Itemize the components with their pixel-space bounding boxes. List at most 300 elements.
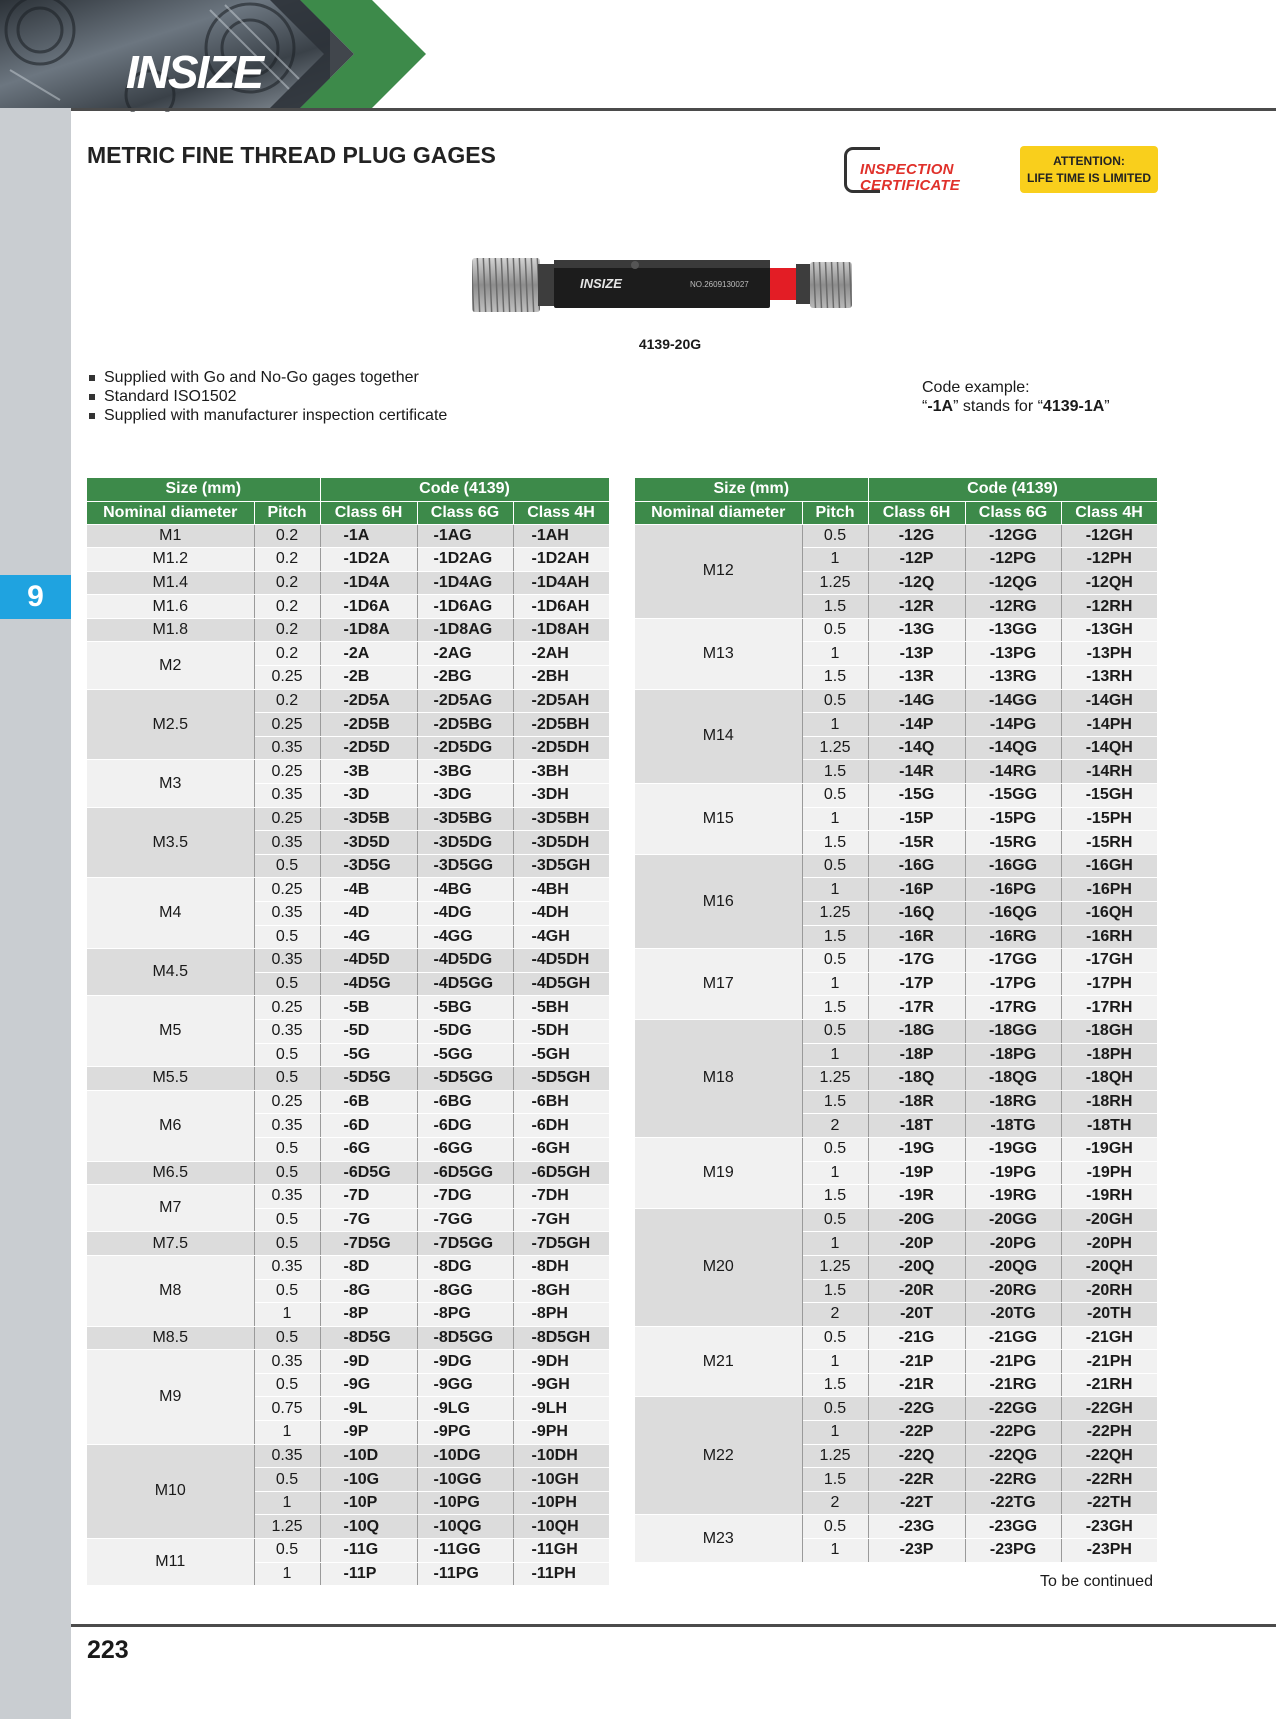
class6h-code-cell: -5D — [320, 1019, 417, 1043]
table-row — [635, 524, 1157, 548]
class6g-code-cell: -10GG — [417, 1468, 513, 1492]
class4h-code-cell: -10GH — [513, 1468, 609, 1492]
class6h-code-cell: -11P — [320, 1562, 417, 1586]
nominal-diameter-cell: M15 — [635, 784, 802, 855]
certificate-line1: INSPECTION — [860, 161, 954, 178]
class4h-code-cell: -6BH — [513, 1090, 609, 1114]
class6h-code-cell: -13P — [868, 642, 965, 666]
feature-item: Standard ISO1502 — [87, 387, 447, 406]
class6h-code-cell: -3D5G — [320, 854, 417, 878]
class6h-code-cell: -14R — [868, 760, 965, 784]
class6g-code-cell: -5BG — [417, 996, 513, 1020]
class6h-code-cell: -20G — [868, 1208, 965, 1232]
class4h-code-cell: -13RH — [1061, 666, 1157, 690]
class4h-code-cell: -14RH — [1061, 760, 1157, 784]
class6g-code-cell: -13GG — [965, 618, 1061, 642]
class6g-code-cell: -17GG — [965, 949, 1061, 973]
class6g-code-cell: -2BG — [417, 666, 513, 690]
pitch-cell: 0.25 — [254, 666, 320, 690]
pitch-cell: 0.25 — [254, 878, 320, 902]
class4h-code-cell: -14PH — [1061, 713, 1157, 737]
class6h-code-cell: -8D — [320, 1255, 417, 1279]
pitch-header: Pitch — [802, 501, 868, 524]
class4h-code-cell: -19GH — [1061, 1137, 1157, 1161]
class4h-code-cell: -4DH — [513, 902, 609, 926]
class6h-code-cell: -17R — [868, 996, 965, 1020]
inspection-certificate-badge — [844, 147, 986, 193]
class4h-code-cell: -22QH — [1061, 1444, 1157, 1468]
pitch-cell: 1.5 — [802, 996, 868, 1020]
code-header: Code (4139) — [868, 478, 1157, 501]
class4h-code-cell: -22RH — [1061, 1468, 1157, 1492]
class6g-code-cell: -22TG — [965, 1491, 1061, 1515]
nominal-diameter-cell: M5 — [87, 996, 254, 1067]
class4h-code-cell: -10DH — [513, 1444, 609, 1468]
pitch-cell: 0.5 — [254, 1279, 320, 1303]
class6g-code-cell: -11GG — [417, 1539, 513, 1563]
nominal-diameter-cell: M23 — [635, 1515, 802, 1562]
class4h-code-cell: -18RH — [1061, 1090, 1157, 1114]
nominal-diameter-cell: M10 — [87, 1444, 254, 1538]
feature-item: Supplied with manufacturer inspection certificate — [87, 406, 447, 425]
class6h-code-cell: -6B — [320, 1090, 417, 1114]
table-row — [87, 642, 609, 666]
class4h-code-cell: -16QH — [1061, 902, 1157, 926]
class6g-code-cell: -7D5GG — [417, 1232, 513, 1256]
class6h-code-cell: -20P — [868, 1232, 965, 1256]
class6h-code-cell: -3B — [320, 760, 417, 784]
class6h-code-cell: -19G — [868, 1137, 965, 1161]
class6g-code-cell: -21RG — [965, 1373, 1061, 1397]
class6h-code-cell: -18R — [868, 1090, 965, 1114]
class4h-code-cell: -5BH — [513, 996, 609, 1020]
continued-note: To be continued — [1040, 1573, 1153, 1590]
table-row — [87, 1067, 609, 1091]
class6h-code-cell: -10P — [320, 1491, 417, 1515]
pitch-cell: 0.35 — [254, 1114, 320, 1138]
class6h-code-cell: -15P — [868, 807, 965, 831]
pitch-cell: 0.5 — [254, 1137, 320, 1161]
class4h-code-cell: -6D5GH — [513, 1161, 609, 1185]
class6g-code-cell: -2D5DG — [417, 736, 513, 760]
class6h-code-cell: -15G — [868, 784, 965, 808]
class4h-code-cell: -21GH — [1061, 1326, 1157, 1350]
feature-item: Supplied with Go and No-Go gages together — [87, 368, 447, 387]
table-row — [87, 1326, 609, 1350]
class4h-header: Class 4H — [1061, 501, 1157, 524]
class6h-code-cell: -10G — [320, 1468, 417, 1492]
class6g-code-cell: -19PG — [965, 1161, 1061, 1185]
pitch-cell: 0.2 — [254, 689, 320, 713]
certificate-line2: CERTIFICATE — [860, 177, 960, 194]
spec-table-right — [635, 478, 1158, 1563]
class6h-code-cell: -3D5B — [320, 807, 417, 831]
table-row — [87, 548, 609, 572]
class4h-code-cell: -17PH — [1061, 972, 1157, 996]
left-sidebar — [0, 108, 71, 1719]
pitch-cell: 0.35 — [254, 1185, 320, 1209]
nominal-diameter-cell: M3 — [87, 760, 254, 807]
nominal-diameter-cell: M21 — [635, 1326, 802, 1397]
class6g-code-cell: -1D8AG — [417, 618, 513, 642]
pitch-cell: 1.5 — [802, 666, 868, 690]
class4h-code-cell: -20TH — [1061, 1303, 1157, 1327]
class4h-code-cell: -6DH — [513, 1114, 609, 1138]
class6g-code-cell: -22GG — [965, 1397, 1061, 1421]
class6g-code-cell: -16RG — [965, 925, 1061, 949]
class6h-code-cell: -18P — [868, 1043, 965, 1067]
class4h-code-cell: -3D5GH — [513, 854, 609, 878]
nominal-diameter-cell: M6 — [87, 1090, 254, 1161]
class6h-code-cell: -16P — [868, 878, 965, 902]
nominal-diameter-cell: M1.2 — [87, 548, 254, 572]
table-row — [635, 618, 1157, 642]
class4h-code-cell: -22TH — [1061, 1491, 1157, 1515]
pitch-cell: 0.2 — [254, 548, 320, 572]
class6g-code-cell: -21PG — [965, 1350, 1061, 1374]
class6g-code-cell: -13PG — [965, 642, 1061, 666]
pitch-cell: 1.25 — [802, 736, 868, 760]
pitch-cell: 1.25 — [802, 1444, 868, 1468]
class6g-code-cell: -16GG — [965, 854, 1061, 878]
pitch-cell: 0.35 — [254, 1255, 320, 1279]
class6h-code-cell: -16G — [868, 854, 965, 878]
nominal-diameter-cell: M4 — [87, 878, 254, 949]
pitch-cell: 0.5 — [254, 1539, 320, 1563]
chapter-tab: 9 — [0, 575, 71, 619]
class6g-code-cell: -18GG — [965, 1019, 1061, 1043]
class4h-code-cell: -19PH — [1061, 1161, 1157, 1185]
class4h-code-cell: -21RH — [1061, 1373, 1157, 1397]
class6h-header: Class 6H — [868, 501, 965, 524]
class4h-code-cell: -6GH — [513, 1137, 609, 1161]
pitch-cell: 1 — [802, 713, 868, 737]
class6h-code-cell: -10Q — [320, 1515, 417, 1539]
class6g-code-cell: -2D5AG — [417, 689, 513, 713]
pitch-cell: 1 — [254, 1562, 320, 1586]
pitch-cell: 1 — [802, 807, 868, 831]
class4h-code-cell: -7DH — [513, 1185, 609, 1209]
class4h-code-cell: -18GH — [1061, 1019, 1157, 1043]
pitch-cell: 0.35 — [254, 902, 320, 926]
class6h-code-cell: -12R — [868, 595, 965, 619]
nominal-diameter-cell: M11 — [87, 1539, 254, 1586]
class4h-code-cell: -18PH — [1061, 1043, 1157, 1067]
table-row — [87, 571, 609, 595]
class6h-code-cell: -1D8A — [320, 618, 417, 642]
class6g-code-cell: -13RG — [965, 666, 1061, 690]
class4h-code-cell: -21PH — [1061, 1350, 1157, 1374]
pitch-cell: 0.35 — [254, 831, 320, 855]
class6h-code-cell: -8G — [320, 1279, 417, 1303]
pitch-cell: 0.5 — [802, 1397, 868, 1421]
pitch-cell: 1 — [802, 1421, 868, 1445]
svg-text:NO.2609130027: NO.2609130027 — [690, 280, 749, 289]
class6h-code-cell: -1D2A — [320, 548, 417, 572]
class6g-code-cell: -23PG — [965, 1539, 1061, 1563]
class4h-code-cell: -13PH — [1061, 642, 1157, 666]
class6g-code-cell: -3BG — [417, 760, 513, 784]
class6g-code-cell: -20QG — [965, 1255, 1061, 1279]
class6h-code-cell: -5D5G — [320, 1067, 417, 1091]
class6h-code-cell: -8D5G — [320, 1326, 417, 1350]
class4h-code-cell: -22GH — [1061, 1397, 1157, 1421]
pitch-cell: 0.25 — [254, 760, 320, 784]
class6g-code-cell: -12GG — [965, 524, 1061, 548]
class4h-code-cell: -10QH — [513, 1515, 609, 1539]
pitch-cell: 0.5 — [254, 1208, 320, 1232]
svg-text:INSIZE: INSIZE — [580, 276, 622, 291]
class6g-code-cell: -10QG — [417, 1515, 513, 1539]
class6h-code-cell: -3D — [320, 784, 417, 808]
class4h-code-cell: -8DH — [513, 1255, 609, 1279]
nominal-diameter-cell: M20 — [635, 1208, 802, 1326]
class6g-code-cell: -19RG — [965, 1185, 1061, 1209]
pitch-header: Pitch — [254, 501, 320, 524]
class6g-code-cell: -23GG — [965, 1515, 1061, 1539]
class6h-code-cell: -19R — [868, 1185, 965, 1209]
class4h-code-cell: -1D8AH — [513, 618, 609, 642]
class6h-code-cell: -5G — [320, 1043, 417, 1067]
class4h-code-cell: -1D2AH — [513, 548, 609, 572]
insize-logo: INSIZE — [125, 46, 263, 98]
class6h-code-cell: -6D — [320, 1114, 417, 1138]
feature-list — [87, 368, 447, 425]
class4h-code-cell: -11GH — [513, 1539, 609, 1563]
pitch-cell: 0.35 — [254, 736, 320, 760]
class4h-code-cell: -17GH — [1061, 949, 1157, 973]
table-row — [87, 1185, 609, 1209]
class6h-code-cell: -22Q — [868, 1444, 965, 1468]
class4h-code-cell: -10PH — [513, 1491, 609, 1515]
class4h-code-cell: -19RH — [1061, 1185, 1157, 1209]
pitch-cell: 0.5 — [802, 524, 868, 548]
pitch-cell: 1 — [802, 642, 868, 666]
pitch-cell: 1.25 — [802, 1067, 868, 1091]
class6g-code-cell: -1D4AG — [417, 571, 513, 595]
class4h-code-cell: -2AH — [513, 642, 609, 666]
class6g-code-cell: -9LG — [417, 1397, 513, 1421]
class6g-code-cell: -5D5GG — [417, 1067, 513, 1091]
class4h-code-cell: -16RH — [1061, 925, 1157, 949]
table-row — [87, 807, 609, 831]
table-row — [87, 618, 609, 642]
table-row — [87, 996, 609, 1020]
nominal-diameter-cell: M5.5 — [87, 1067, 254, 1091]
class6g-code-cell: -1D2AG — [417, 548, 513, 572]
class6g-code-cell: -10PG — [417, 1491, 513, 1515]
table-row — [87, 1539, 609, 1563]
pitch-cell: 0.5 — [802, 1137, 868, 1161]
pitch-cell: 0.75 — [254, 1397, 320, 1421]
class6h-code-cell: -2A — [320, 642, 417, 666]
class6h-code-cell: -13R — [868, 666, 965, 690]
pitch-cell: 2 — [802, 1303, 868, 1327]
class6h-code-cell: -18G — [868, 1019, 965, 1043]
pitch-cell: 1.5 — [802, 1373, 868, 1397]
code-example — [922, 378, 1110, 416]
class6g-code-cell: -5GG — [417, 1043, 513, 1067]
class4h-code-cell: -16PH — [1061, 878, 1157, 902]
class4h-code-cell: -12PH — [1061, 548, 1157, 572]
class4h-code-cell: -3DH — [513, 784, 609, 808]
nominal-diameter-cell: M17 — [635, 949, 802, 1020]
class4h-code-cell: -12RH — [1061, 595, 1157, 619]
plug-gage-image — [470, 250, 872, 320]
class6g-code-cell: -11PG — [417, 1562, 513, 1586]
spec-table-left — [87, 478, 610, 1586]
class6h-code-cell: -1D6A — [320, 595, 417, 619]
class6g-code-cell: -18QG — [965, 1067, 1061, 1091]
class4h-code-cell: -3D5BH — [513, 807, 609, 831]
table-row — [87, 1255, 609, 1279]
class6g-code-cell: -2D5BG — [417, 713, 513, 737]
nominal-header: Nominal diameter — [635, 501, 802, 524]
pitch-cell: 1 — [802, 1043, 868, 1067]
pitch-cell: 1 — [802, 1350, 868, 1374]
class6g-code-cell: -8GG — [417, 1279, 513, 1303]
class6g-code-cell: -8DG — [417, 1255, 513, 1279]
table-row — [635, 1208, 1157, 1232]
nominal-diameter-cell: M6.5 — [87, 1161, 254, 1185]
pitch-cell: 0.5 — [802, 1326, 868, 1350]
class6h-code-cell: -7D5G — [320, 1232, 417, 1256]
pitch-cell: 1.25 — [802, 571, 868, 595]
class6g-code-cell: -12QG — [965, 571, 1061, 595]
pitch-cell: 1.25 — [802, 902, 868, 926]
class6h-code-cell: -6G — [320, 1137, 417, 1161]
class6h-code-cell: -6D5G — [320, 1161, 417, 1185]
class6h-code-cell: -2D5A — [320, 689, 417, 713]
class4h-code-cell: -2BH — [513, 666, 609, 690]
class6h-code-cell: -9D — [320, 1350, 417, 1374]
class6g-code-cell: -12RG — [965, 595, 1061, 619]
class6h-code-cell: -11G — [320, 1539, 417, 1563]
product-caption: 4139-20G — [638, 336, 702, 352]
class6h-code-cell: -16Q — [868, 902, 965, 926]
class6g-code-cell: -1AG — [417, 524, 513, 548]
class4h-code-cell: -15PH — [1061, 807, 1157, 831]
class4h-code-cell: -23GH — [1061, 1515, 1157, 1539]
pitch-cell: 0.5 — [254, 925, 320, 949]
class4h-code-cell: -23PH — [1061, 1539, 1157, 1563]
class6g-code-cell: -3D5BG — [417, 807, 513, 831]
class4h-code-cell: -9GH — [513, 1373, 609, 1397]
pitch-cell: 1.5 — [802, 1468, 868, 1492]
table-row — [87, 1161, 609, 1185]
table-row — [87, 878, 609, 902]
class6g-code-cell: -3D5DG — [417, 831, 513, 855]
class6h-code-cell: -21R — [868, 1373, 965, 1397]
class6g-code-cell: -5DG — [417, 1019, 513, 1043]
class4h-code-cell: -17RH — [1061, 996, 1157, 1020]
pitch-cell: 0.5 — [802, 784, 868, 808]
pitch-cell: 0.2 — [254, 595, 320, 619]
class4h-code-cell: -3BH — [513, 760, 609, 784]
nominal-diameter-cell: M14 — [635, 689, 802, 783]
pitch-cell: 1.5 — [802, 1185, 868, 1209]
class4h-code-cell: -9LH — [513, 1397, 609, 1421]
class6g-code-cell: -14RG — [965, 760, 1061, 784]
nominal-diameter-cell: M3.5 — [87, 807, 254, 878]
class6h-code-cell: -12Q — [868, 571, 965, 595]
nominal-diameter-cell: M1.4 — [87, 571, 254, 595]
class6h-header: Class 6H — [320, 501, 417, 524]
class6g-code-cell: -4BG — [417, 878, 513, 902]
class6h-code-cell: -21P — [868, 1350, 965, 1374]
pitch-cell: 1 — [802, 1539, 868, 1563]
table-row — [635, 949, 1157, 973]
class6h-code-cell: -22R — [868, 1468, 965, 1492]
class6h-code-cell: -22G — [868, 1397, 965, 1421]
table-row — [87, 1090, 609, 1114]
class4h-code-cell: -11PH — [513, 1562, 609, 1586]
pitch-cell: 1 — [802, 878, 868, 902]
nominal-diameter-cell: M7.5 — [87, 1232, 254, 1256]
class6h-code-cell: -14Q — [868, 736, 965, 760]
class6g-code-cell: -14GG — [965, 689, 1061, 713]
class6g-code-cell: -18TG — [965, 1114, 1061, 1138]
pitch-cell: 0.2 — [254, 571, 320, 595]
pitch-cell: 1.5 — [802, 925, 868, 949]
class4h-code-cell: -20QH — [1061, 1255, 1157, 1279]
pitch-cell: 0.5 — [254, 1232, 320, 1256]
class4h-code-cell: -8GH — [513, 1279, 609, 1303]
table-row — [635, 689, 1157, 713]
pitch-cell: 0.5 — [254, 1373, 320, 1397]
class6h-code-cell: -19P — [868, 1161, 965, 1185]
page-title: METRIC FINE THREAD PLUG GAGES — [87, 142, 496, 168]
code-header: Code (4139) — [320, 478, 609, 501]
class6h-code-cell: -10D — [320, 1444, 417, 1468]
class6g-code-cell: -20PG — [965, 1232, 1061, 1256]
nominal-diameter-cell: M8.5 — [87, 1326, 254, 1350]
pitch-cell: 2 — [802, 1491, 868, 1515]
pitch-cell: 0.2 — [254, 618, 320, 642]
code-example-text: “-1A” stands for “4139-1A” — [922, 398, 1110, 415]
class6h-code-cell: -1A — [320, 524, 417, 548]
class6h-code-cell: -8P — [320, 1303, 417, 1327]
class6h-code-cell: -4D — [320, 902, 417, 926]
pitch-cell: 1 — [254, 1491, 320, 1515]
pitch-cell: 0.5 — [802, 949, 868, 973]
class6h-code-cell: -20T — [868, 1303, 965, 1327]
class6h-code-cell: -18T — [868, 1114, 965, 1138]
pitch-cell: 0.25 — [254, 713, 320, 737]
table-row — [87, 1444, 609, 1468]
class6g-code-cell: -8PG — [417, 1303, 513, 1327]
pitch-cell: 0.5 — [802, 854, 868, 878]
class6h-code-cell: -21G — [868, 1326, 965, 1350]
class6g-code-cell: -17PG — [965, 972, 1061, 996]
table-row — [87, 949, 609, 973]
class6h-code-cell: -12G — [868, 524, 965, 548]
class6h-code-cell: -17P — [868, 972, 965, 996]
pitch-cell: 0.35 — [254, 784, 320, 808]
nominal-diameter-cell: M1.8 — [87, 618, 254, 642]
class6g-code-cell: -6BG — [417, 1090, 513, 1114]
class6h-code-cell: -20R — [868, 1279, 965, 1303]
class6h-code-cell: -2D5D — [320, 736, 417, 760]
class4h-code-cell: -4BH — [513, 878, 609, 902]
nominal-diameter-cell: M7 — [87, 1185, 254, 1232]
class6g-code-cell: -2AG — [417, 642, 513, 666]
class4h-code-cell: -16GH — [1061, 854, 1157, 878]
class4h-code-cell: -14QH — [1061, 736, 1157, 760]
class6g-code-cell: -20GG — [965, 1208, 1061, 1232]
class4h-code-cell: -8PH — [513, 1303, 609, 1327]
class4h-code-cell: -4GH — [513, 925, 609, 949]
